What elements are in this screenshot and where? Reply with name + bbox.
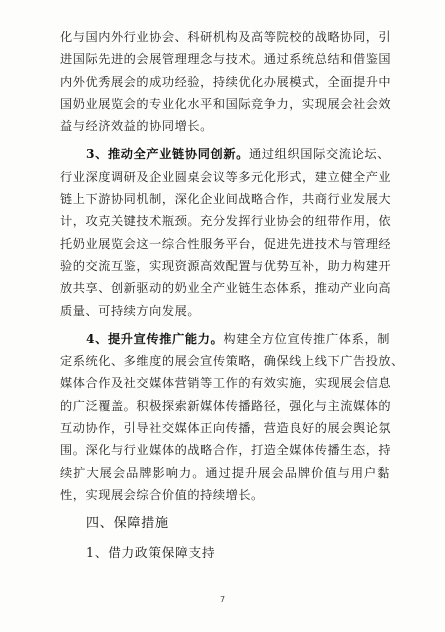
text-run: 构建全方位宣传推广体系，制 xyxy=(223,331,391,346)
paragraph-heading: 4、提升宣传推广能力。 xyxy=(86,331,224,346)
page-content xyxy=(60,26,404,566)
text-line: 进国际先进的会展管理理念与技术。通过系统总结和借鉴国 xyxy=(60,52,392,67)
text-line: 链上下游协同机制，深化企业间战略合作，共商行业发展大 xyxy=(60,192,392,207)
text-run: 通过组织国际交流论坛、 xyxy=(249,147,390,162)
text-line: 国奶业展览会的专业化水平和国际竞争力，实现展会社会效 xyxy=(60,96,392,111)
text-line: 的广泛覆盖。积极探索新媒体传播路径，强化与主流媒体的 xyxy=(60,398,392,413)
text-line: 内外优秀展会的成功经验，持续优化办展模式，全面提升中 xyxy=(60,74,392,89)
text-line: 行业深度调研及企业圆桌会议等多元化形式，建立健全产业 xyxy=(60,169,392,184)
text-line xyxy=(60,328,390,350)
paragraph-industry-chain xyxy=(60,143,390,321)
text-line: 定系统化、多维度的展会宣传策略，确保线上线下广告投放、 xyxy=(60,354,404,369)
text-line: 验的交流互鉴，实现资源高效配置与优势互补，助力构建开 xyxy=(60,258,392,273)
paragraph-cooperation xyxy=(60,26,390,137)
text-line xyxy=(60,143,390,165)
text-line: 计，攻克关键技术瓶颈。充分发挥行业协会的纽带作用，依 xyxy=(60,214,392,229)
section-heading: 四、保障措施 xyxy=(86,516,169,532)
sub-heading: 1、借力政策保障支持 xyxy=(86,545,216,561)
text-line: 互动协作，引导社交媒体正向传播，营造良好的展会舆论氛 xyxy=(60,421,392,436)
text-line: 益与经济效益的协同增长。 xyxy=(60,119,213,134)
text-line: 续扩大展会品牌影响力。通过提升展会品牌价值与用户黏 xyxy=(60,465,390,480)
page-number: 7 xyxy=(219,595,226,604)
paragraph-publicity xyxy=(60,328,404,506)
text-line: 质量、可持续方向发展。 xyxy=(60,303,201,318)
paragraph-heading: 3、推动全产业链协同创新。 xyxy=(86,147,250,162)
text-line: 媒体合作及社交媒体营销等工作的有效实施，实现展会信息 xyxy=(60,376,392,391)
text-line: 托奶业展览会这一综合性服务平台，促进先进技术与管理经 xyxy=(60,236,392,251)
text-line: 放共享、创新驱动的奶业全产业链生态体系，推动产业向高 xyxy=(60,281,392,296)
text-line: 化与国内外行业协会、科研机构及高等院校的战略协同，引 xyxy=(60,30,392,44)
text-line: 围。深化与行业媒体的战略合作，打造全媒体传播生态，持 xyxy=(60,443,392,458)
text-line: 性，实现展会综合价值的持续增长。 xyxy=(60,487,264,502)
